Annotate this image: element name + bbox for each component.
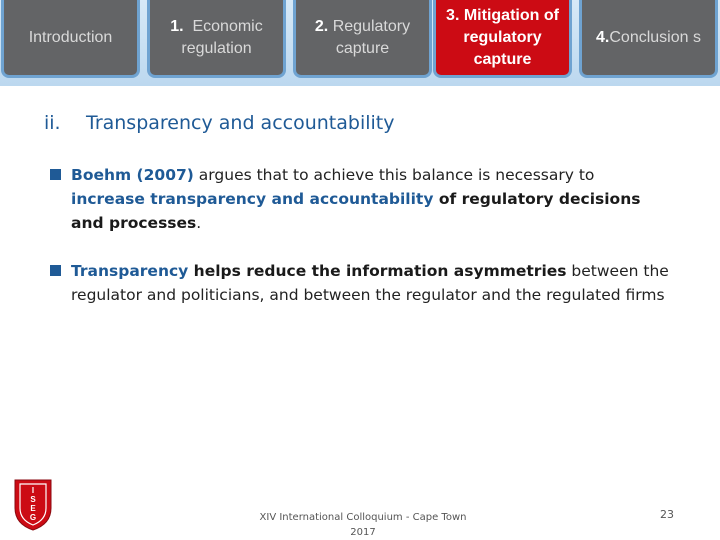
- heading-numeral: ii.: [44, 112, 61, 134]
- square-bullet-icon: [50, 169, 61, 180]
- tab-regulatory-capture[interactable]: [293, 0, 432, 78]
- tab-label: Mitigation of regulatory capture: [463, 6, 559, 68]
- tab-label: Introduction: [28, 28, 113, 46]
- tab-number: 1.: [170, 17, 184, 35]
- svg-text:E: E: [30, 504, 36, 513]
- heading-title: Transparency and accountability: [86, 112, 395, 134]
- tab-number: 3.: [446, 6, 460, 24]
- svg-text:S: S: [30, 495, 36, 504]
- tab-label: Economic regulation: [181, 17, 263, 57]
- tab-number: 4.: [596, 28, 610, 46]
- tab-introduction[interactable]: [1, 0, 140, 78]
- tab-number: 2.: [314, 17, 329, 35]
- footer-caption: [248, 510, 478, 540]
- svg-text:G: G: [29, 513, 37, 522]
- tab-label: Regulatory capture: [332, 17, 411, 57]
- footer-line-2: 2017: [350, 527, 376, 538]
- tab-conclusions[interactable]: [579, 0, 718, 78]
- bullet-text: Boehm (2007) argues that to achieve this balance is necessary to increase transparency and accountability of regulatory decisions and processes.: [71, 166, 641, 232]
- square-bullet-icon: [50, 265, 61, 276]
- iseg-shield-logo: [12, 478, 54, 532]
- section-heading: [44, 112, 394, 134]
- tab-label: Conclusion s: [609, 28, 701, 46]
- svg-text:I: I: [31, 486, 35, 495]
- tab-economic-regulation[interactable]: [147, 0, 286, 78]
- footer-line-1: XIV International Colloquium - Cape Town: [259, 512, 467, 523]
- page-number: 23: [660, 508, 674, 521]
- bullet-text: Transparency helps reduce the information asymmetries between the regulator and politicians, and between the regulator and the regulated firms: [71, 262, 669, 304]
- tab-mitigation-of-regulatory-capture[interactable]: [433, 0, 572, 78]
